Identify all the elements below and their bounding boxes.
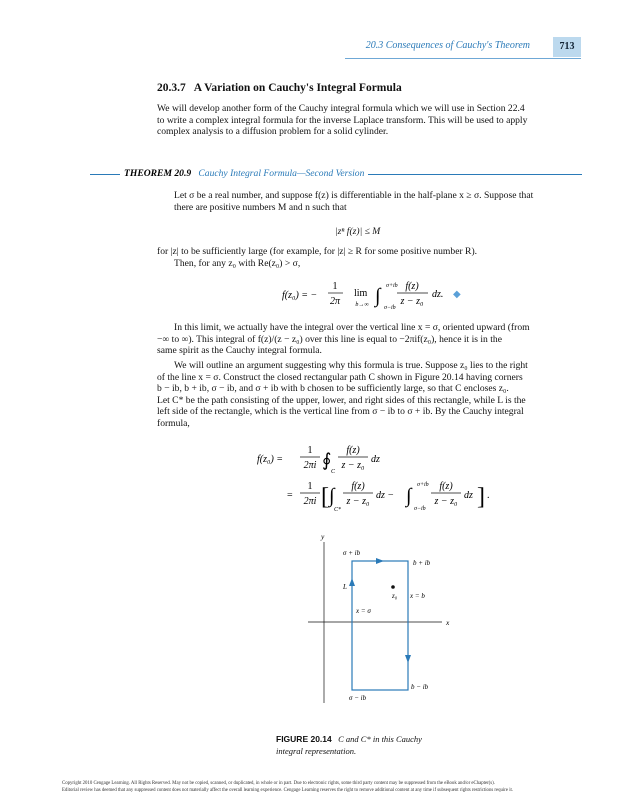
f2-int-den: z − z₀ [341,460,365,471]
text-line: Then, for any z₀ with Re(z₀) > σ, [174,257,301,269]
right-arrow-icon [405,655,411,663]
f2-frac2-num: 1 [307,481,313,492]
page-number: 713 [553,37,581,57]
label-top-left: σ + ib [343,549,361,557]
theorem-name: Cauchy Integral Formula—Second Version [198,168,365,179]
theorem-body-cont [157,246,587,269]
formula-1 [270,278,470,312]
f2-frac1-den: 2πi [303,460,317,471]
formula-2 [250,440,500,516]
running-header [0,34,622,60]
footer-line-2: Editorial review has deemed that any suppressed content does not materially affect the overall learning experience. Cengage Learning reserves the right to remove additional content at any time if subsequent rights restrictions require it. [62,787,514,793]
theorem-body [174,190,589,213]
label-bottom-left: σ − ib [349,694,367,702]
f1-lhs: f(z₀) = − [282,290,318,301]
text-line: Let σ be a real number, and suppose f(z) is differentiable in the half-plane x ≥ σ. Suppose that [174,190,534,201]
label-x-eq-b: x = b [410,592,425,600]
text-line: We will outline an argument suggesting why this formula is true. Suppose z₀ lies to the right [174,360,528,371]
label-bottom-right: b − ib [411,683,429,691]
text-line: Let C* be the path consisting of the upper, lower, and right sides of this rectangle, while L is the [157,394,526,406]
section-heading [157,82,402,94]
f2-int2-den: z − z₀ [346,496,370,507]
end-of-theorem-icon: ◆ [453,289,461,300]
f2-dz-minus: dz − [376,490,395,501]
text-line: In this limit, we actually have the integral over the vertical line x = σ, oriented upward (from [174,322,530,333]
f1-int-num: f(z) [405,281,419,292]
f1-den: 2π [329,296,341,307]
f1-num: 1 [332,281,338,292]
text-line: complex analysis to a diffusion problem for a solid cylinder. [157,126,389,138]
text-line: same spirit as the Cauchy integral formula. [157,345,322,357]
left-bracket: [ [321,484,329,510]
text-line: of the line x = σ. Construct the closed rectangular path C shown in Figure 20.14 having corners [157,371,523,383]
copyright-footer [62,781,582,794]
header-rule [345,58,581,59]
f1-dz: dz. [432,289,444,300]
integral-sign-2: ∫ [329,485,335,507]
contour-integral-sign: ∮ [322,450,332,470]
text-line: to write a complex integral formula for the inverse Laplace transform. This will be used to apply [157,114,528,126]
f2-int-num: f(z) [346,445,360,456]
f2-eq: = [287,490,293,501]
f2-period: . [487,490,490,501]
label-top-right: b + ib [413,559,431,567]
f2-dz-end: dz [464,490,473,501]
figure-20-14 [300,530,470,705]
paragraph-3 [157,360,587,430]
f2-int3-den: z − z₀ [434,496,458,507]
f2-lower: σ−ib [414,506,426,512]
inequality: |zⁿ f(z)| ≤ M [335,226,381,237]
f2-lhs: f(z₀) = [257,454,284,465]
theorem-label [120,168,368,179]
f2-frac2-den: 2πi [303,496,317,507]
right-bracket: ] [477,484,485,510]
f1-int-den: z − z₀ [400,296,424,307]
theorem-number: THEOREM 20.9 [124,168,192,179]
text-line: for |z| to be sufficiently large (for example, for |z| ≥ R for some positive number R). [157,246,478,257]
f2-frac1-num: 1 [307,445,313,456]
f2-int3-num: f(z) [439,481,453,492]
caption-line-1: C and C* in this Cauchy [338,734,422,744]
f2-cstar-sub: C* [334,507,342,513]
integral-sign-3: ∫ [406,485,412,507]
theorem-banner [90,168,582,179]
text-line: b − ib, b + ib, σ − ib, and σ + ib with b chosen to be sufficiently large, so that C encloses z₀. [157,383,509,395]
f1-upper: σ+ib [386,283,398,289]
text-line: left side of the rectangle, which is the vertical line from σ − ib to σ + ib. By the Cauchy integral [157,406,524,418]
text-line: formula, [157,417,190,429]
caption-label: FIGURE 20.14 [276,734,332,744]
intro-paragraph [157,103,587,138]
f2-dz1: dz [371,454,380,465]
running-title: 20.3 Consequences of Cauchy's Theorem [365,40,530,51]
left-arrow-icon [349,578,355,586]
f2-int2-num: f(z) [351,481,365,492]
text-line: We will develop another form of the Cauchy integral formula which we will use in Section 22.4 [157,103,525,114]
section-number: 20.3.7 [157,82,186,94]
footer-line-1: Copyright 2010 Cengage Learning. All Rights Reserved. May not be copied, scanned, or duplicated, in whole or in part. Due to electronic rights, some third party content may be suppressed from the eBook and/or eChapter(s). [62,781,495,786]
text-line: −∞ to ∞). This integral of f(z)/(z − z₀) over this line is equal to −2πif(z₀), hence it is in the [157,333,502,345]
f1-lim-sub: b→∞ [355,302,369,308]
figure-caption [276,733,422,757]
f2-c-sub: C [331,469,336,475]
label-L: L [343,583,347,591]
y-axis-label: y [321,532,325,541]
label-z0: z₀ [392,592,398,600]
f1-lim: lim [354,288,368,299]
f2-upper: σ+ib [417,482,429,488]
z0-point [391,585,395,589]
section-title: A Variation on Cauchy's Integral Formula [193,82,402,94]
text-line: there are positive numbers M and n such that [174,201,347,213]
x-axis-label: x [446,618,450,627]
caption-line-2: integral representation. [276,746,357,756]
integral-sign: ∫ [375,285,381,307]
top-arrow-icon [376,558,384,564]
paragraph-2 [157,322,587,357]
label-x-eq-sigma: x = σ [356,607,371,615]
rectangle-path [352,561,408,690]
f1-lower: σ−ib [384,305,396,311]
